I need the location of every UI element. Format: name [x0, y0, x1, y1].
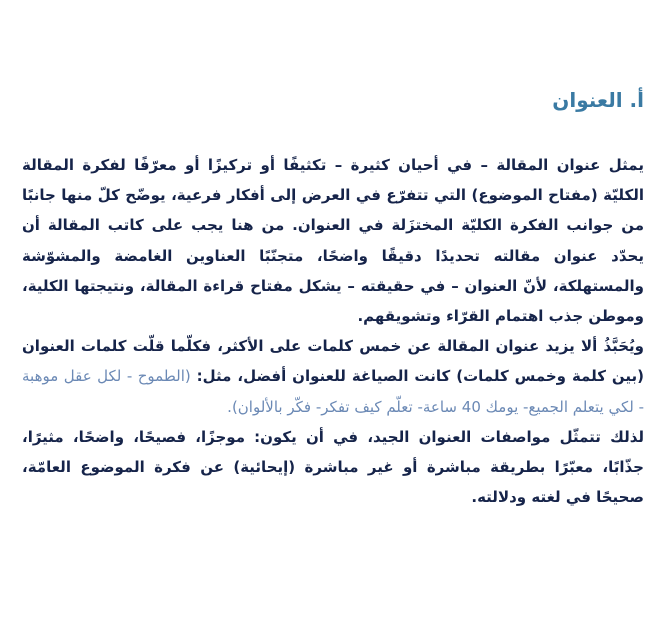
title-examples: (الطموح - لكل عقل موهبة - لكي يتعلم الجميع- يومك 40 ساعة- تعلّم كيف تفكر- فكّر بالألوان). — [22, 367, 644, 416]
paragraph-title-qualities: لذلك تتمثّل مواصفات العنوان الجيد، في أن يكون: موجزًا، فصيحًا، واضحًا، مثيرًا، جذّابًا، معبّرًا بطريقة مباشرة أو غير مباشرة (إيحائية) عن فكرة الموضوع العامّة، صحيحًا في لغته ودلالته. — [22, 427, 644, 507]
paragraph-title-length — [22, 331, 644, 422]
article-body — [22, 150, 644, 512]
paragraph-title-length-text: ويُحَبَّذُ ألا يزيد عنوان المقالة عن خمس كلمات على الأكثر، فكلّما قلّت كلمات العنوان (بين كلمة وخمس كلمات) كانت الصياغة للعنوان أفضل، مثل: — [22, 337, 644, 386]
section-heading: أ. العنوان — [552, 88, 644, 112]
document-page — [22, 0, 644, 627]
paragraph-title-role: يمثل عنوان المقالة – في أحيان كثيرة – تكثيفًا أو تركيزًا أو معرّفًا لفكرة المقالة الكليّة (مفتاح الموضوع) التي تتفرّع في العرض إلى أفكار فرعية، يوضّح كلّ منها جانبًا من جوانب الفكرة الكليّة المختزَلة في العنوان. من هنا يجب على كاتب المقالة أن يحدّد عنوان مقالته تحديدًا دقيقًا واضحًا، متجنّبًا العناوين الغامضة والمشوّشة والمستهلكة، لأنّ العنوان – في حقيقته – يشكل مفتاح قراءة المقالة، ونتيجتها الكلية، وموطن جذب اهتمام القرّاء وتشويقهم. — [22, 156, 644, 326]
